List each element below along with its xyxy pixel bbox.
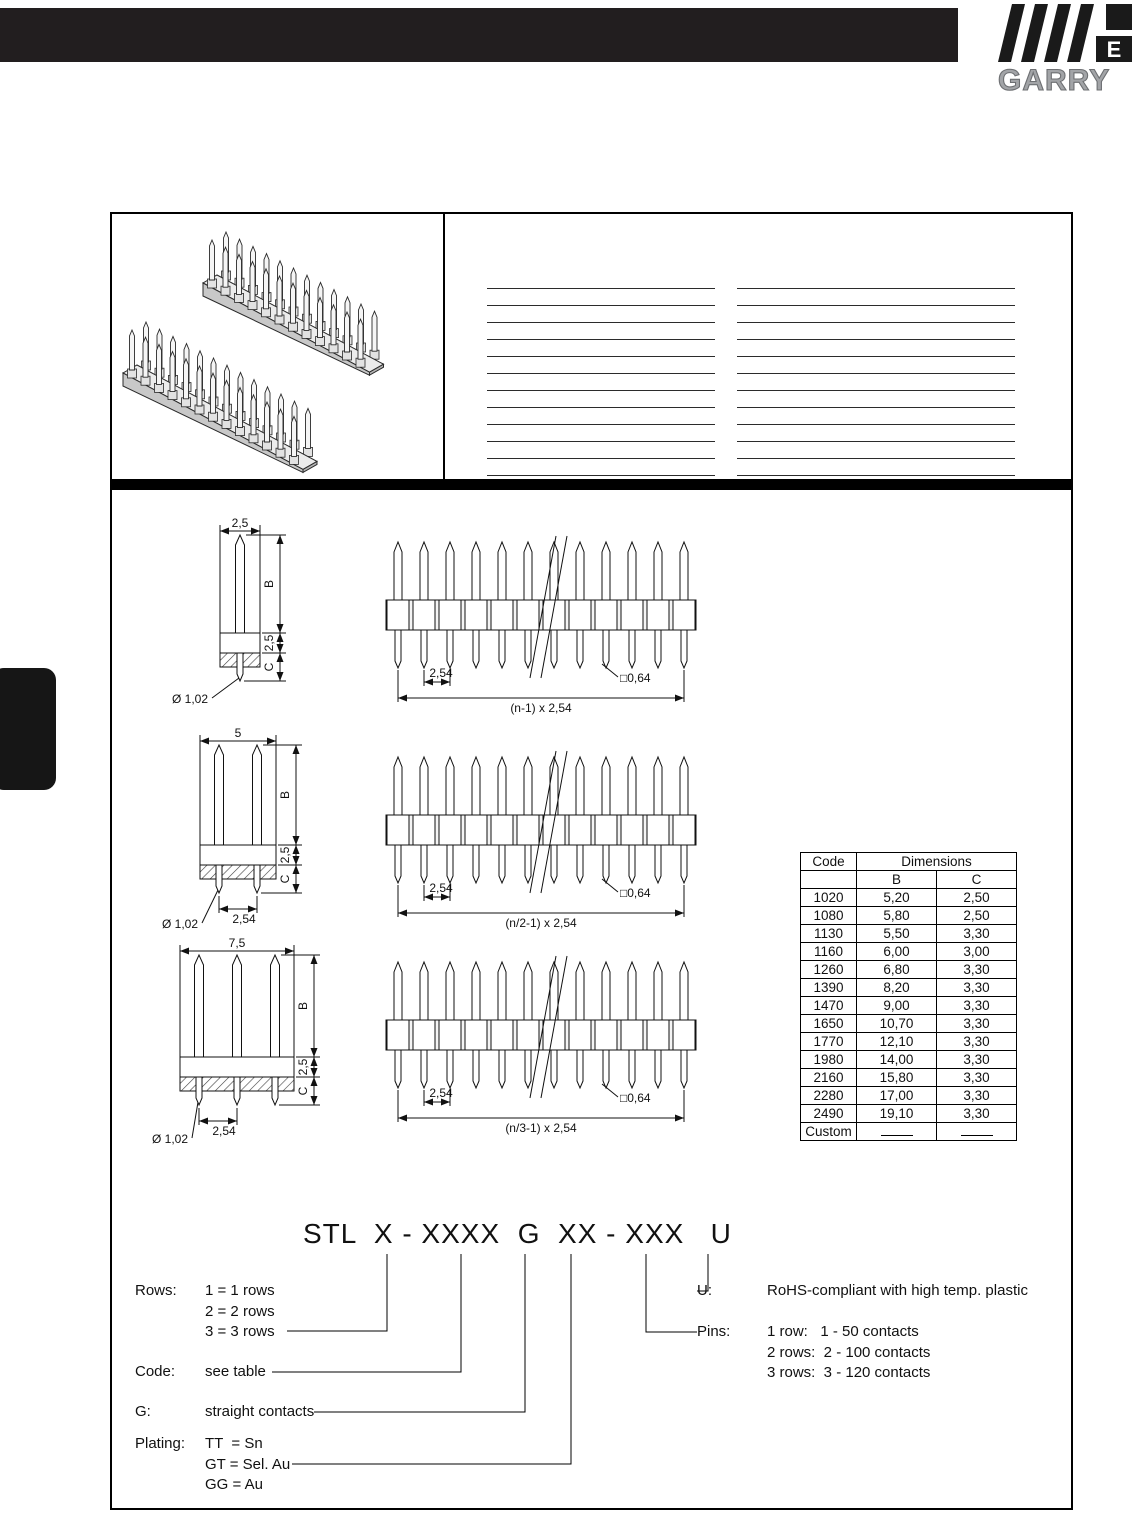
ordering-lines-plating xyxy=(205,1434,290,1496)
text-line: 3 = 3 rows xyxy=(205,1323,275,1340)
ordering-group-pins xyxy=(697,1322,930,1384)
text-line: straight contacts xyxy=(205,1403,315,1420)
dimensions-table xyxy=(800,852,1017,1141)
logo-e-letter: E xyxy=(1106,37,1122,62)
dim-table-cell: 15,80 xyxy=(857,1069,937,1087)
dim-table-cell: 1980 xyxy=(801,1051,857,1069)
spec-line xyxy=(737,357,1015,374)
text-line: GG = Au xyxy=(205,1476,263,1493)
svg-text:Ø 1,02: Ø 1,02 xyxy=(152,1132,189,1146)
col-header-c: C xyxy=(937,871,1017,889)
dim-table-row xyxy=(801,889,1017,907)
dim-table-cell: 14,00 xyxy=(857,1051,937,1069)
svg-text:2,54: 2,54 xyxy=(212,1124,236,1138)
dim-table-cell: 2160 xyxy=(801,1069,857,1087)
dim-table-row xyxy=(801,979,1017,997)
text-line: TT = Sn xyxy=(205,1435,263,1452)
spec-line xyxy=(487,408,715,425)
dim-table-cell: 3,30 xyxy=(937,1087,1017,1105)
garry-logo xyxy=(998,2,1140,110)
dim-table-cell: 6,00 xyxy=(857,943,937,961)
dim-table-cell xyxy=(857,1123,937,1141)
dim-table-row xyxy=(801,1015,1017,1033)
spec-lines-left xyxy=(487,272,715,476)
text-line: 1 row: 1 - 50 contacts xyxy=(767,1323,919,1340)
dim-table-cell: 5,80 xyxy=(857,907,937,925)
dim-table-cell: 2,50 xyxy=(937,907,1017,925)
ordering-lines-u xyxy=(767,1281,1028,1302)
header-bar xyxy=(0,8,958,62)
dim-table-cell: 8,20 xyxy=(857,979,937,997)
svg-text:□0,64: □0,64 xyxy=(620,671,651,685)
spec-line xyxy=(737,306,1015,323)
ordering-group-code xyxy=(135,1362,266,1383)
svg-text:Ø 1,02: Ø 1,02 xyxy=(162,917,199,931)
svg-text:7,5: 7,5 xyxy=(228,936,246,950)
dim-table-cell: 1160 xyxy=(801,943,857,961)
dim-table-cell: 3,30 xyxy=(937,1105,1017,1123)
dim-table-cell: 1130 xyxy=(801,925,857,943)
dim-table-row xyxy=(801,1069,1017,1087)
spec-line xyxy=(487,306,715,323)
dim-table-cell: 3,30 xyxy=(937,1033,1017,1051)
spec-line xyxy=(487,340,715,357)
dim-table-cell: 3,00 xyxy=(937,943,1017,961)
dim-table-row xyxy=(801,1051,1017,1069)
svg-text:B: B xyxy=(296,1001,310,1011)
dim-table-cell: 5,50 xyxy=(857,925,937,943)
ordering-label-g: G: xyxy=(135,1403,151,1420)
dim-table-row xyxy=(801,997,1017,1015)
dim-table-cell: Custom xyxy=(801,1123,857,1141)
dim-table-body xyxy=(801,889,1017,1141)
dim-table-cell: 19,10 xyxy=(857,1105,937,1123)
dim-table-cell: 3,30 xyxy=(937,1015,1017,1033)
dim-table-row xyxy=(801,907,1017,925)
svg-text:2,54: 2,54 xyxy=(429,881,453,895)
spec-line xyxy=(737,391,1015,408)
svg-text:2,54: 2,54 xyxy=(429,1086,453,1100)
dim-table-cell: 6,80 xyxy=(857,961,937,979)
text-line: 2 rows: 2 - 100 contacts xyxy=(767,1343,931,1361)
dim-table-cell: 10,70 xyxy=(857,1015,937,1033)
ordering-group-plating xyxy=(135,1434,290,1496)
spec-line xyxy=(487,459,715,476)
svg-text:B: B xyxy=(262,579,276,589)
product-illustration xyxy=(114,218,439,476)
section-separator xyxy=(110,481,1073,490)
col-header-code: Code xyxy=(801,853,857,871)
ordering-lines-pins xyxy=(767,1322,930,1384)
spec-line xyxy=(737,289,1015,306)
svg-text:(n/2-1) x 2,54: (n/2-1) x 2,54 xyxy=(505,916,577,930)
svg-text:□0,64: □0,64 xyxy=(620,1091,651,1105)
dim-table-cell: 2490 xyxy=(801,1105,857,1123)
spec-line xyxy=(487,357,715,374)
dim-table-cell: 1390 xyxy=(801,979,857,997)
spec-lines-right xyxy=(737,272,1015,476)
dim-table-cell: 9,00 xyxy=(857,997,937,1015)
spec-line xyxy=(737,323,1015,340)
svg-text:2,5: 2,5 xyxy=(296,1058,310,1076)
dim-table-row xyxy=(801,961,1017,979)
spec-line xyxy=(487,272,715,289)
svg-text:C: C xyxy=(262,662,276,672)
svg-text:C: C xyxy=(278,874,292,884)
dim-table-cell: 5,20 xyxy=(857,889,937,907)
svg-text:2,5: 2,5 xyxy=(262,634,276,652)
spec-line xyxy=(737,340,1015,357)
dim-table-row xyxy=(801,1033,1017,1051)
dim-table-cell: 1470 xyxy=(801,997,857,1015)
dim-table-cell: 1020 xyxy=(801,889,857,907)
ordering-label-code: Code: xyxy=(135,1363,176,1380)
dim-table-cell: 3,30 xyxy=(937,979,1017,997)
front-view-2-row xyxy=(160,725,375,940)
dim-table-cell: 2280 xyxy=(801,1087,857,1105)
ordering-label-plating: Plating: xyxy=(135,1435,186,1452)
dim-table-row xyxy=(801,925,1017,943)
text-line: see table xyxy=(205,1363,266,1380)
product-box-divider xyxy=(443,214,445,479)
text-line: RoHS-compliant with high temp. plastic xyxy=(767,1282,1028,1299)
dim-table-cell: 1650 xyxy=(801,1015,857,1033)
dim-table-cell: 3,30 xyxy=(937,1051,1017,1069)
spec-line xyxy=(487,425,715,442)
ordering-label-pins: Pins: xyxy=(697,1323,731,1340)
spec-line xyxy=(487,391,715,408)
ordering-group-g xyxy=(135,1402,314,1423)
spec-line xyxy=(737,374,1015,391)
dim-table-cell: 17,00 xyxy=(857,1087,937,1105)
dim-table-cell: 12,10 xyxy=(857,1033,937,1051)
spec-line xyxy=(737,459,1015,476)
spec-line xyxy=(737,425,1015,442)
dim-table-cell: 3,30 xyxy=(937,961,1017,979)
dim-table-cell xyxy=(937,1123,1017,1141)
side-view-3-row xyxy=(380,950,720,1140)
text-line: 3 rows: 3 - 120 contacts xyxy=(767,1364,931,1381)
side-view-1-row xyxy=(380,530,720,715)
ordering-lines-rows xyxy=(205,1281,275,1343)
front-view-1-row xyxy=(170,515,370,715)
front-view-3-row xyxy=(150,935,385,1155)
dim-table-cell: 3,30 xyxy=(937,1069,1017,1087)
spec-line xyxy=(487,374,715,391)
dim-table-cell: 1080 xyxy=(801,907,857,925)
svg-text:2,5: 2,5 xyxy=(231,516,249,530)
spec-line xyxy=(737,442,1015,459)
garry-logo-icon xyxy=(998,2,1140,64)
svg-text:(n/3-1) x 2,54: (n/3-1) x 2,54 xyxy=(505,1121,577,1135)
col-header-empty xyxy=(801,871,857,889)
ordering-group-u xyxy=(697,1281,1028,1302)
svg-text:B: B xyxy=(278,790,292,800)
dim-table-cell: 1770 xyxy=(801,1033,857,1051)
svg-text:(n-1) x 2,54: (n-1) x 2,54 xyxy=(510,701,572,715)
ordering-label-u: U: xyxy=(697,1282,712,1299)
ordering-lines-g xyxy=(205,1402,314,1423)
svg-text:2,54: 2,54 xyxy=(232,912,256,926)
dim-table-cell: 3,30 xyxy=(937,925,1017,943)
brand-name: GARRY xyxy=(998,64,1111,97)
spec-line xyxy=(737,272,1015,289)
dim-table-row xyxy=(801,1123,1017,1141)
svg-text:2,54: 2,54 xyxy=(429,666,453,680)
col-header-dimensions: Dimensions xyxy=(857,853,1017,871)
ordering-lines-code xyxy=(205,1362,266,1383)
ordering-group-rows xyxy=(135,1281,275,1343)
svg-text:Ø 1,02: Ø 1,02 xyxy=(172,692,209,706)
svg-text:C: C xyxy=(296,1086,310,1096)
dim-table-row xyxy=(801,943,1017,961)
spec-line xyxy=(487,289,715,306)
text-line: 2 = 2 rows xyxy=(205,1302,275,1320)
svg-text:5: 5 xyxy=(234,726,242,740)
ordering-code: STL X - XXXX G XX - XXX U xyxy=(303,1218,732,1249)
svg-text:2,5: 2,5 xyxy=(278,846,292,864)
spec-line xyxy=(737,408,1015,425)
dim-table-row xyxy=(801,1105,1017,1123)
text-line: 1 = 1 rows xyxy=(205,1282,275,1299)
dim-table-cell: 1260 xyxy=(801,961,857,979)
dim-table-row xyxy=(801,1087,1017,1105)
ordering-label-rows: Rows: xyxy=(135,1282,177,1299)
svg-text:□0,64: □0,64 xyxy=(620,886,651,900)
side-view-2-row xyxy=(380,745,720,930)
section-tab xyxy=(0,668,56,790)
text-line: GT = Sel. Au xyxy=(205,1455,291,1473)
spec-line xyxy=(487,442,715,459)
spec-line xyxy=(487,323,715,340)
dim-table-cell: 2,50 xyxy=(937,889,1017,907)
col-header-b: B xyxy=(857,871,937,889)
dim-table-cell: 3,30 xyxy=(937,997,1017,1015)
